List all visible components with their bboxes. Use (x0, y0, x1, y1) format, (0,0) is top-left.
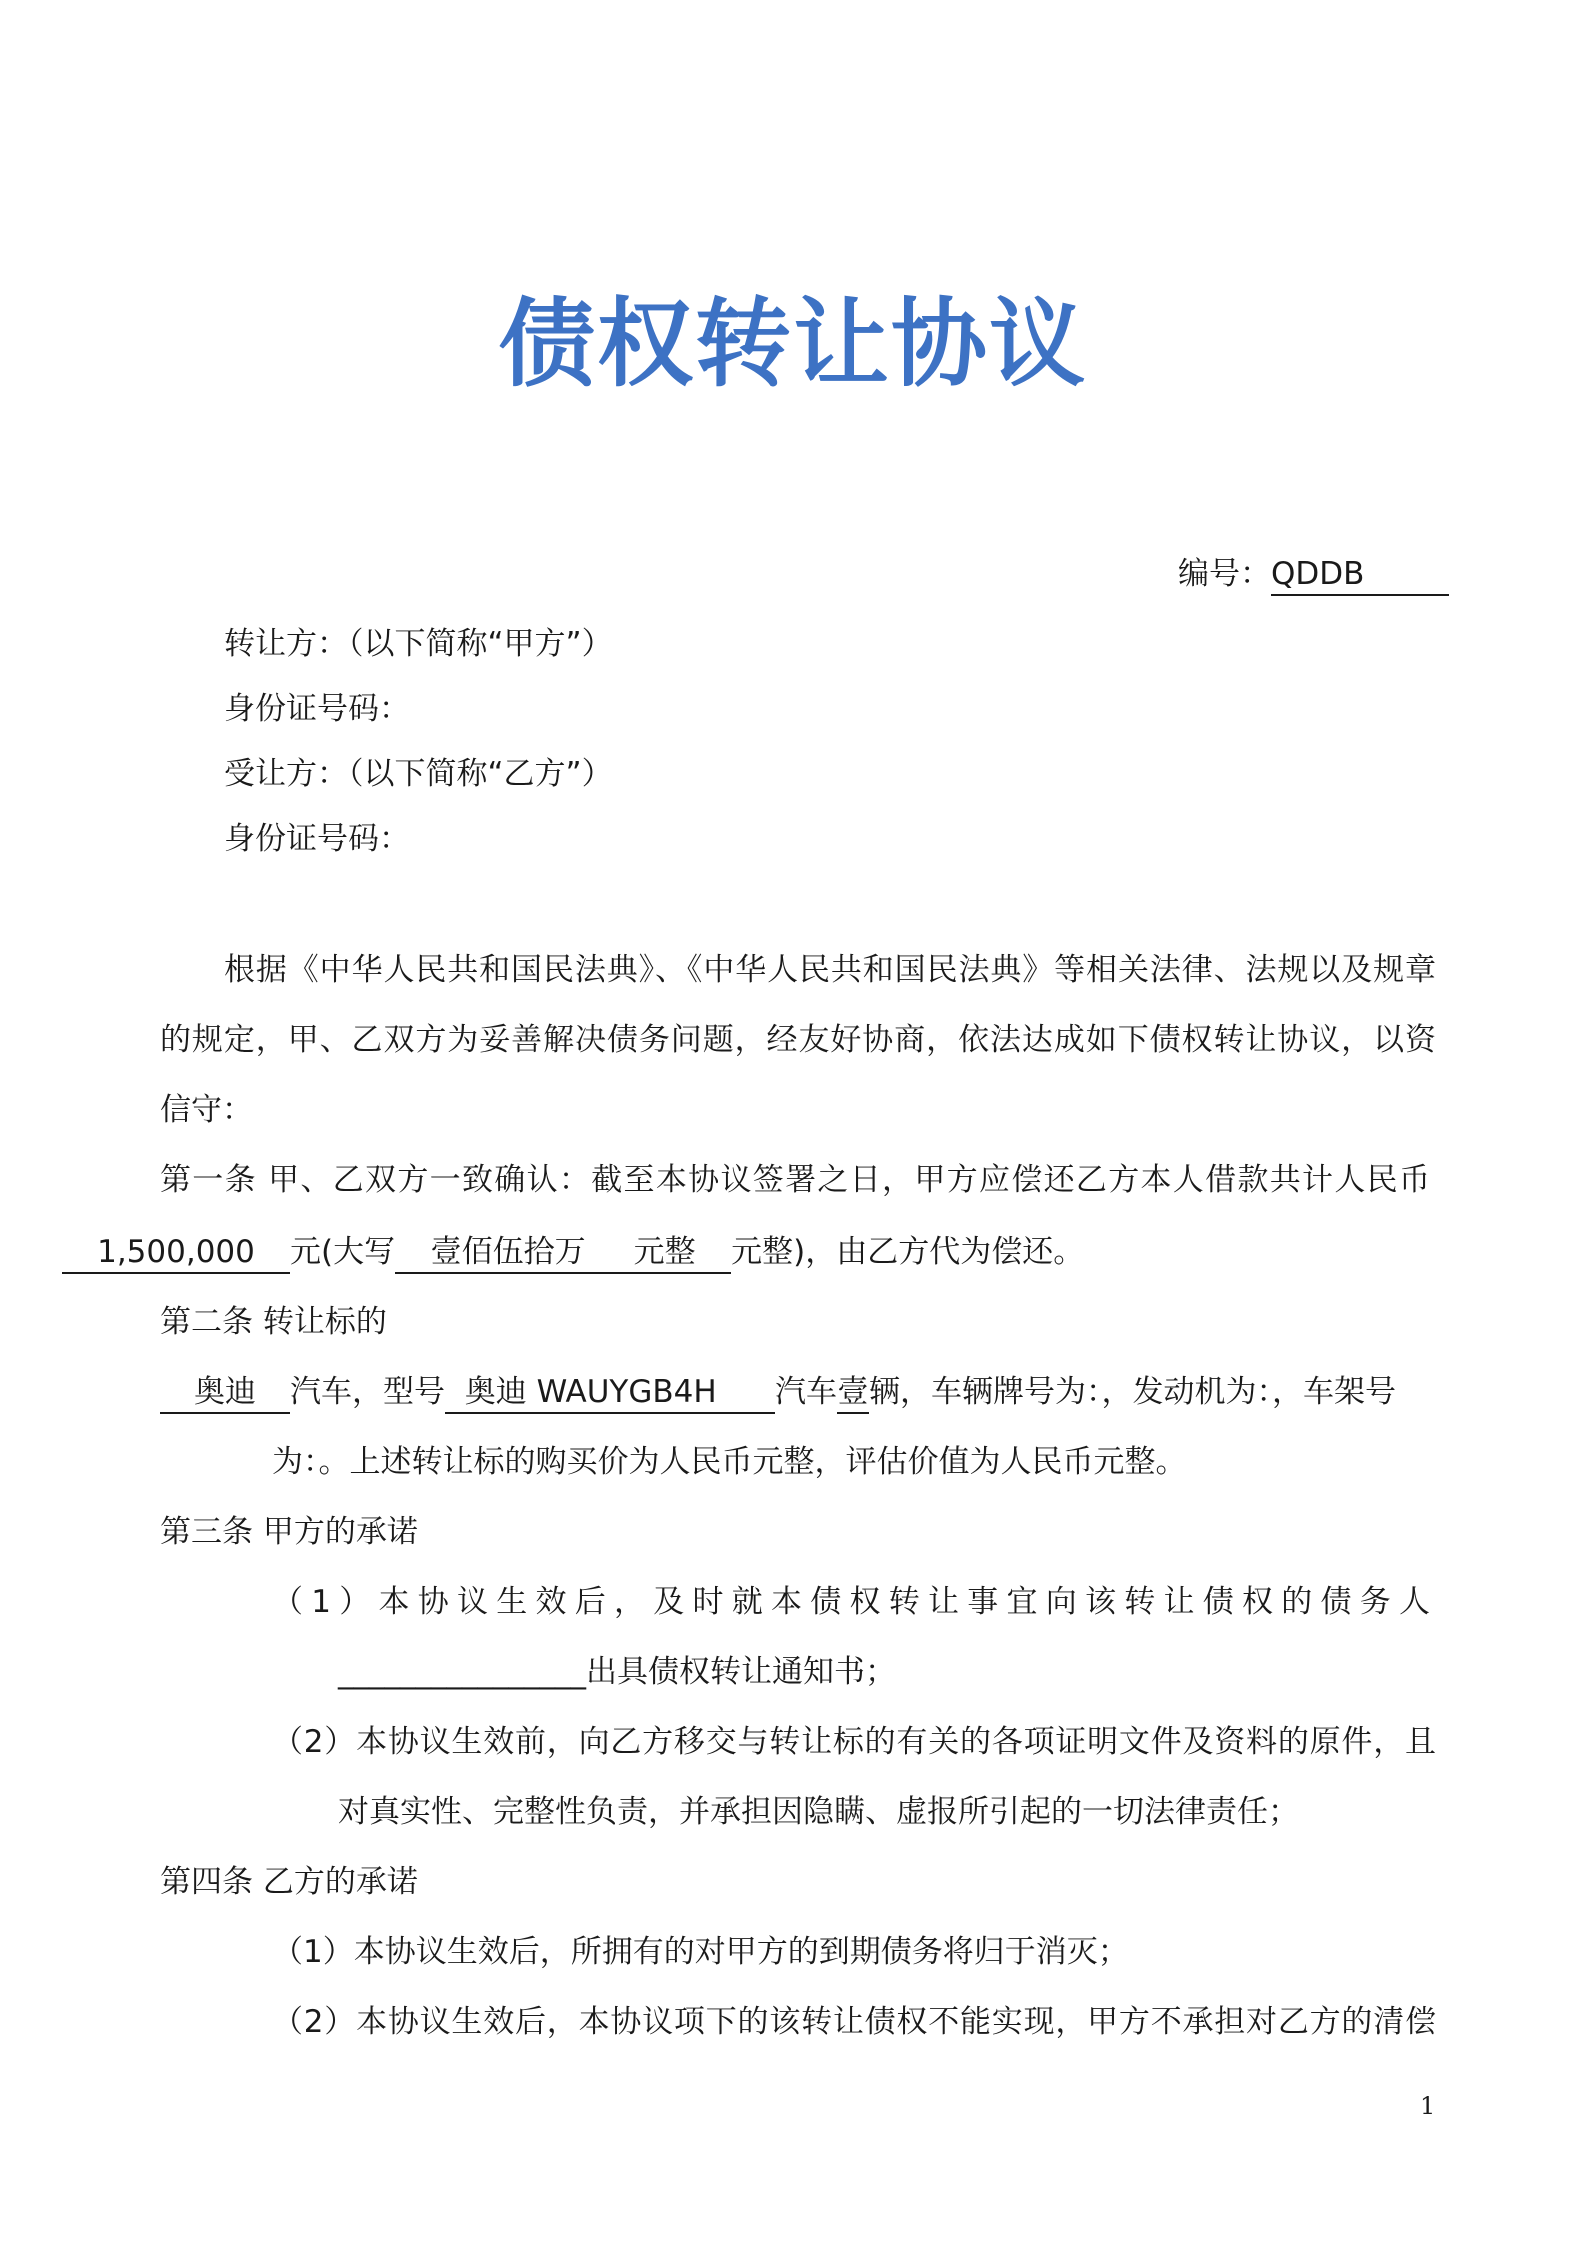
preamble-line-2: 的规定，甲、乙双方为妥善解决债务问题，经友好协商，依法达成如下债权转让协议，以资 (160, 1022, 1436, 1058)
preamble-line-1: 根据《中华人民共和国民法典》、《中华人民共和国民法典》等相关法律、法规以及规章 (224, 952, 1436, 988)
article-2-line-2: 为：。上述转让标的购买价为人民币元整，评估价值为人民币元整。 (272, 1444, 1187, 1480)
vehicle-brand: 奥迪 (160, 1372, 290, 1414)
loan-amount: 1,500,000 (62, 1232, 290, 1274)
article-3-item-1-line-2: ________________出具债权转让通知书； (338, 1654, 896, 1690)
document-title: 债权转让协议 (499, 288, 1087, 400)
page-number: 1 (1420, 2092, 1436, 2120)
loan-amount-uppercase: 壹佰伍拾万 元整 (395, 1232, 731, 1274)
article-3-item-1-line-1: （1）本协议生效后，及时就本债权转让事宜向该转让债权的债务人 (272, 1584, 1436, 1620)
serial-label: 编号： (1178, 556, 1271, 592)
article-1-line-2: 1,500,000 元(大写 壹佰伍拾万 元整 元整)，由乙方代为偿还。 (62, 1230, 1084, 1274)
article-2-heading: 第二条 转让标的 (160, 1304, 387, 1340)
vehicle-count: 壹 (837, 1372, 869, 1414)
article-4-heading: 第四条 乙方的承诺 (160, 1864, 418, 1900)
article-4-item-2: （2）本协议生效后，本协议项下的该转让债权不能实现，甲方不承担对乙方的清偿 (272, 2004, 1436, 2040)
serial-number-row (1178, 552, 1449, 596)
serial-value: QDDB (1271, 554, 1449, 596)
article-3-item-2-line-1: （2）本协议生效前，向乙方移交与转让标的有关的各项证明文件及资料的原件，且 (272, 1724, 1436, 1760)
article-1-line-1: 第一条 甲、乙双方一致确认：截至本协议签署之日，甲方应偿还乙方本人借款共计人民币 (160, 1162, 1430, 1198)
preamble-line-3: 信守： (160, 1092, 253, 1128)
vehicle-model: 奥迪 WAUYGB4H (445, 1372, 775, 1414)
transferee-id-line: 身份证号码： (224, 821, 410, 857)
article-2-line-1: 奥迪 汽车，型号 奥迪 WAUYGB4H 汽车壹辆，车辆牌号为：，发动机为：，车架号 (160, 1370, 1396, 1414)
article-3-heading: 第三条 甲方的承诺 (160, 1514, 418, 1550)
article-4-item-1: （1）本协议生效后，所拥有的对甲方的到期债务将归于消灭； (272, 1934, 1129, 1970)
transferee-line: 受让方：（以下简称“乙方”） (224, 756, 613, 792)
transferor-id-line: 身份证号码： (224, 691, 410, 727)
article-3-item-2-line-2: 对真实性、完整性负责，并承担因隐瞒、虚报所引起的一切法律责任； (338, 1794, 1299, 1830)
transferor-line: 转让方：（以下简称“甲方”） (224, 626, 613, 662)
